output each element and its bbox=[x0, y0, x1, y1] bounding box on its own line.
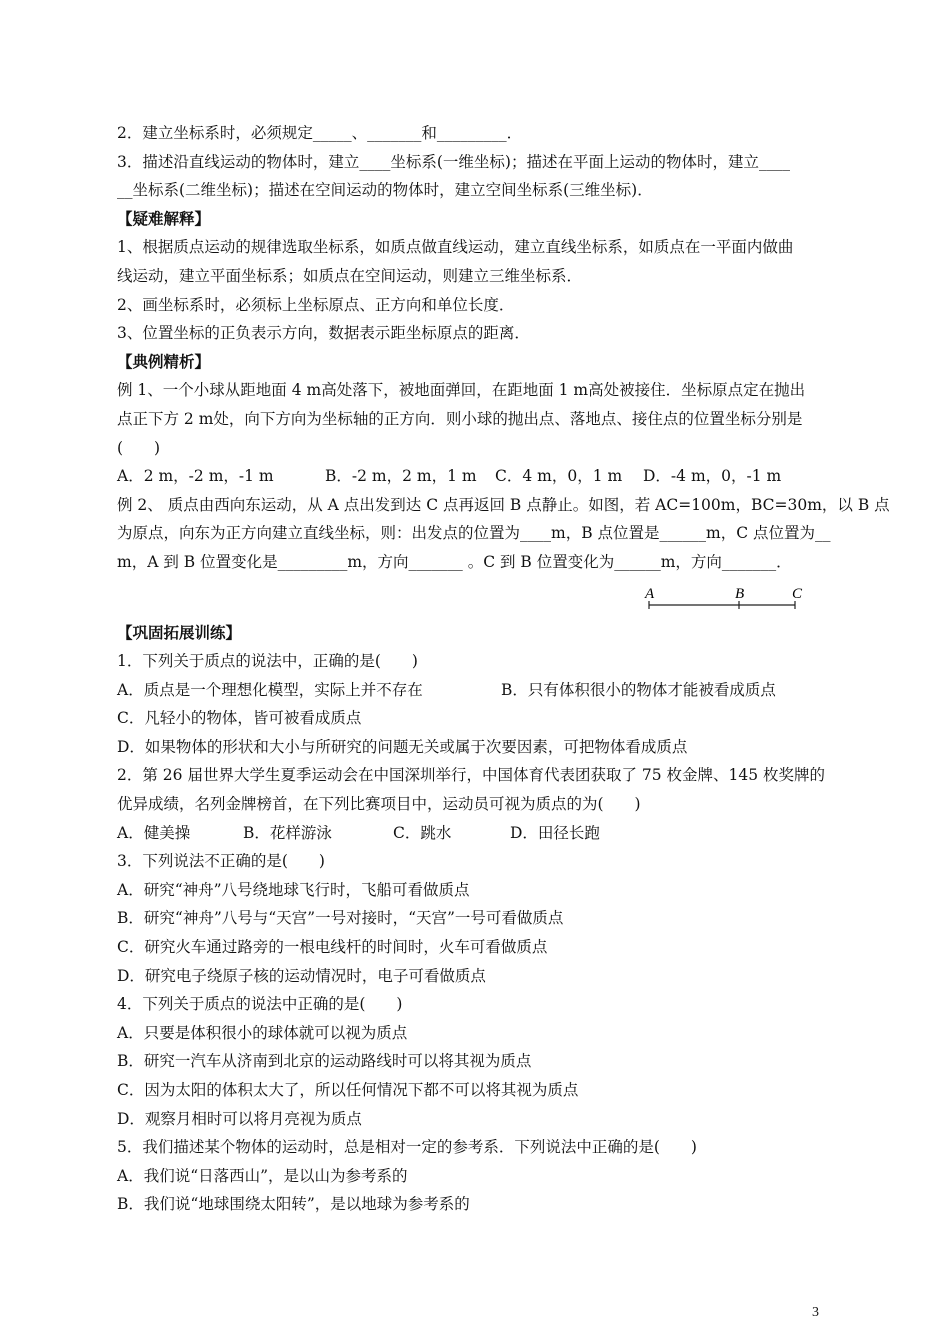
point-a-label: A bbox=[645, 585, 655, 602]
example-1-option-a: A．2 m，-2 m，-1 m bbox=[117, 467, 274, 486]
page-number: 3 bbox=[812, 1305, 819, 1320]
q3-option-c: C．研究火车通过路旁的一根电线杆的时间时，火车可看做质点 bbox=[117, 938, 548, 957]
difficulty-line: 1、根据质点运动的规律选取坐标系，如质点做直线运动，建立直线坐标系，如质点在一平面内做曲 bbox=[117, 238, 794, 257]
q3-option-d: D．研究电子绕原子核的运动情况时，电子可看做质点 bbox=[117, 966, 486, 985]
example-1-option-c: C．4 m，0，1 m bbox=[495, 467, 623, 486]
q5-stem: 5．我们描述某个物体的运动时，总是相对一定的参考系．下列说法中正确的是( ) bbox=[117, 1138, 697, 1157]
example-2-line: m，A 到 B 位置变化是_________m，方向_______ 。C 到 B 位置变化为______m，方向_______． bbox=[117, 552, 792, 571]
example-1-line: 例 1、一个小球从距地面 4 m高处落下，被地面弹回，在距地面 1 m高处被接住．坐标原点定在抛出 bbox=[117, 381, 806, 400]
examples-heading: 【典例精析】 bbox=[117, 351, 211, 371]
page-content bbox=[117, 119, 890, 1219]
example-1-option-b: B．-2 m，2 m，1 m bbox=[325, 467, 477, 486]
q2-stem-line-1: 2．第 26 届世界大学生夏季运动会在中国深圳举行，中国体育代表团获取了 75 枚金牌、145 枚奖牌的 bbox=[117, 766, 826, 785]
q3-option-b: B．研究“神舟”八号与“天宫”一号对接时，“天宫”一号可看做质点 bbox=[117, 909, 564, 928]
q2-stem-line-2: 优异成绩，名列金牌榜首，在下列比赛项目中，运动员可视为质点的为( ) bbox=[117, 795, 641, 814]
q1-option-a: A．质点是一个理想化模型，实际上并不存在 bbox=[117, 680, 423, 699]
q1-option-d: D．如果物体的形状和大小与所研究的问题无关或属于次要因素，可把物体看成质点 bbox=[117, 737, 688, 756]
point-c-label: C bbox=[792, 585, 803, 602]
q3-option-a: A．研究“神舟”八号绕地球飞行时，飞船可看做质点 bbox=[117, 880, 470, 899]
q5-option-b: B．我们说“地球围绕太阳转”，是以地球为参考系的 bbox=[117, 1195, 470, 1214]
q2-option-b: B．花样游泳 bbox=[243, 823, 332, 842]
q4-option-a: A．只要是体积很小的球体就可以视为质点 bbox=[117, 1023, 408, 1042]
point-b-label: B bbox=[735, 585, 745, 602]
difficulty-line: 线运动，建立平面坐标系；如质点在空间运动，则建立三维坐标系． bbox=[117, 266, 583, 285]
q3-stem: 3．下列说法不正确的是( ) bbox=[117, 852, 325, 871]
q2-option-a: A．健美操 bbox=[117, 823, 191, 842]
q5-option-a: A．我们说“日落西山”，是以山为参考系的 bbox=[117, 1166, 408, 1185]
q2-option-d: D．田径长跑 bbox=[510, 823, 600, 842]
intro-item-3-line-2: __坐标系(二维坐标)；描述在空间运动的物体时，建立空间坐标系(三维坐标)． bbox=[117, 181, 653, 200]
position-diagram bbox=[117, 577, 837, 619]
q2-option-c: C．跳水 bbox=[393, 823, 452, 842]
example-1-line: 点正下方 2 m处，向下方向为坐标轴的正方向．则小球的抛出点、落地点、接住点的位置坐标分别是 bbox=[117, 409, 803, 428]
example-1-options bbox=[117, 462, 837, 491]
intro-item-2: 2．建立坐标系时，必须规定_____、_______和_________． bbox=[117, 124, 523, 142]
q1-option-b: B．只有体积很小的物体才能被看成质点 bbox=[501, 680, 776, 699]
q4-option-b: B．研究一汽车从济南到北京的运动路线时可以将其视为质点 bbox=[117, 1052, 532, 1071]
q1-option-c: C．凡轻小的物体，皆可被看成质点 bbox=[117, 709, 362, 728]
example-1-option-d: D．-4 m，0，-1 m bbox=[643, 467, 782, 486]
example-2-line: 为原点，向东为正方向建立直线坐标，则：出发点的位置为____m，B 点位置是______m，C 点位置为__ bbox=[117, 524, 831, 543]
example-1-line: ( ) bbox=[117, 438, 161, 457]
difficulty-heading: 【疑难解释】 bbox=[117, 208, 211, 228]
q1-options-ab bbox=[117, 676, 837, 705]
q1-stem: 1．下列关于质点的说法中，正确的是( ) bbox=[117, 652, 418, 671]
q2-options bbox=[117, 819, 837, 848]
q4-stem: 4．下列关于质点的说法中正确的是( ) bbox=[117, 995, 403, 1014]
q4-option-c: C．因为太阳的体积太大了，所以任何情况下都不可以将其视为质点 bbox=[117, 1081, 579, 1099]
difficulty-line: 3、位置坐标的正负表示方向，数据表示距坐标原点的距离． bbox=[117, 324, 530, 343]
intro-item-3-line-1: 3．描述沿直线运动的物体时，建立____坐标系(一维坐标)；描述在平面上运动的物体时，建立____ bbox=[117, 152, 790, 171]
line-segment-diagram bbox=[637, 581, 817, 617]
practice-heading: 【巩固拓展训练】 bbox=[117, 622, 242, 642]
difficulty-line: 2、画坐标系时，必须标上坐标原点、正方向和单位长度． bbox=[117, 295, 515, 314]
q4-option-d: D．观察月相时可以将月亮视为质点 bbox=[117, 1109, 362, 1128]
example-2-line: 例 2、 质点由西向东运动，从 A 点出发到达 C 点再返回 B 点静止。如图，若 AC=100m，BC=30m，以 B 点 bbox=[117, 495, 890, 514]
